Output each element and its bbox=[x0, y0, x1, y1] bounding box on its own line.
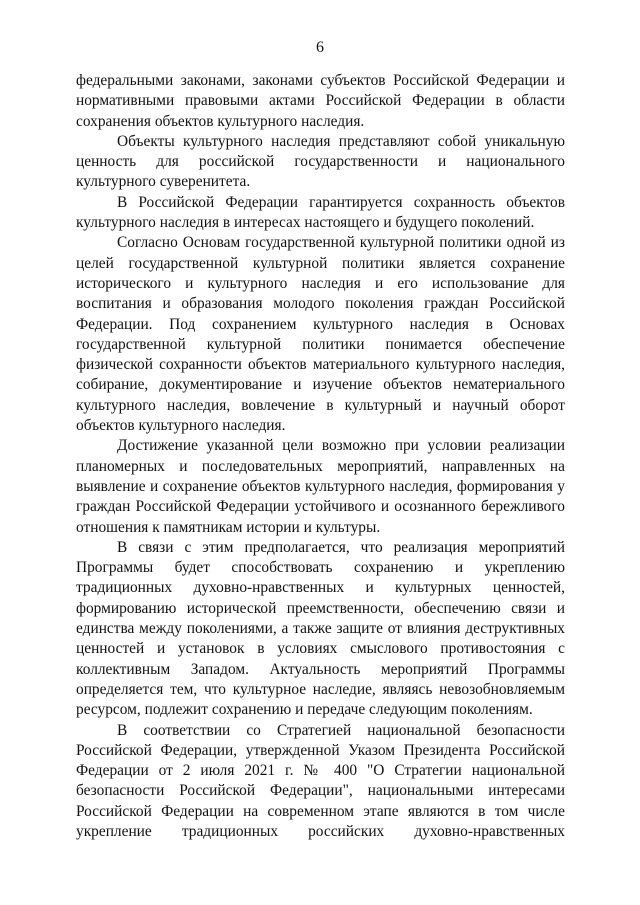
page-number: 6 bbox=[316, 39, 324, 56]
paragraph-program-measures: В связи с этим предполагается, что реализация мероприятий Программы будет способствовать сохранению и укреплению традиционных духовно-нравственных и культурных ценностей, формированию исторической преемственности, обеспечению связи и единства между поколениями, а также защите от влияния деструктивных ценностей и установок в условиях смыслового противостояния с коллективным Западом. Актуальность мероприятий Программы определяется тем, что культурное наследие, являясь невозобновляемым ресурсом, подлежит сохранению и передаче следующим поколениям. bbox=[76, 538, 565, 719]
paragraph-guarantee: В Российской Федерации гарантируется сохранность объектов культурного наследия в интересах настоящего и будущего поколений. bbox=[76, 193, 565, 232]
paragraph-unique-value: Объекты культурного наследия представляют собой уникальную ценность для российской государственности и национального культурного суверенитета. bbox=[76, 132, 565, 191]
paragraph-national-security-strategy: В соответствии со Стратегией национальной безопасности Российской Федерации, утвержденной Указом Президента Российской Федерации от 2 июля 2021 г. № 400 "О Стратегии национальной безопасности Российской Федерации", национальными интересами Российской Федерации на современном этапе являются в том числе укрепление традиционных российских духовно-нравственных bbox=[76, 721, 565, 840]
paragraph-goal-achievement: Достижение указанной цели возможно при условии реализации планомерных и последовательных мероприятий, направленных на выявление и сохранение объектов культурного наследия, формирования у граждан Российской Федерации устойчивого и осознанного бережливого отношения к памятникам истории и культуры. bbox=[76, 437, 565, 536]
paragraph-cultural-policy: Согласно Основам государственной культурной политики одной из целей государственной культурной политики является сохранение исторического и культурного наследия и его использование для воспитания и образования молодого поколения граждан Российской Федерации. Под сохранением культурного наследия в Основах государственной культурной политики понимается обеспечение физической сохранности объектов материального культурного наследия, собирание, документирование и изучение объектов нематериального культурного наследия, вовлечение в культурный и научный оборот объектов культурного наследия. bbox=[76, 234, 565, 435]
paragraph-continuation: федеральными законами, законами субъектов Российской Федерации и нормативными правовыми актами Российской Федерации в области сохранения объектов культурного наследия. bbox=[76, 72, 565, 130]
document-body bbox=[76, 71, 565, 842]
